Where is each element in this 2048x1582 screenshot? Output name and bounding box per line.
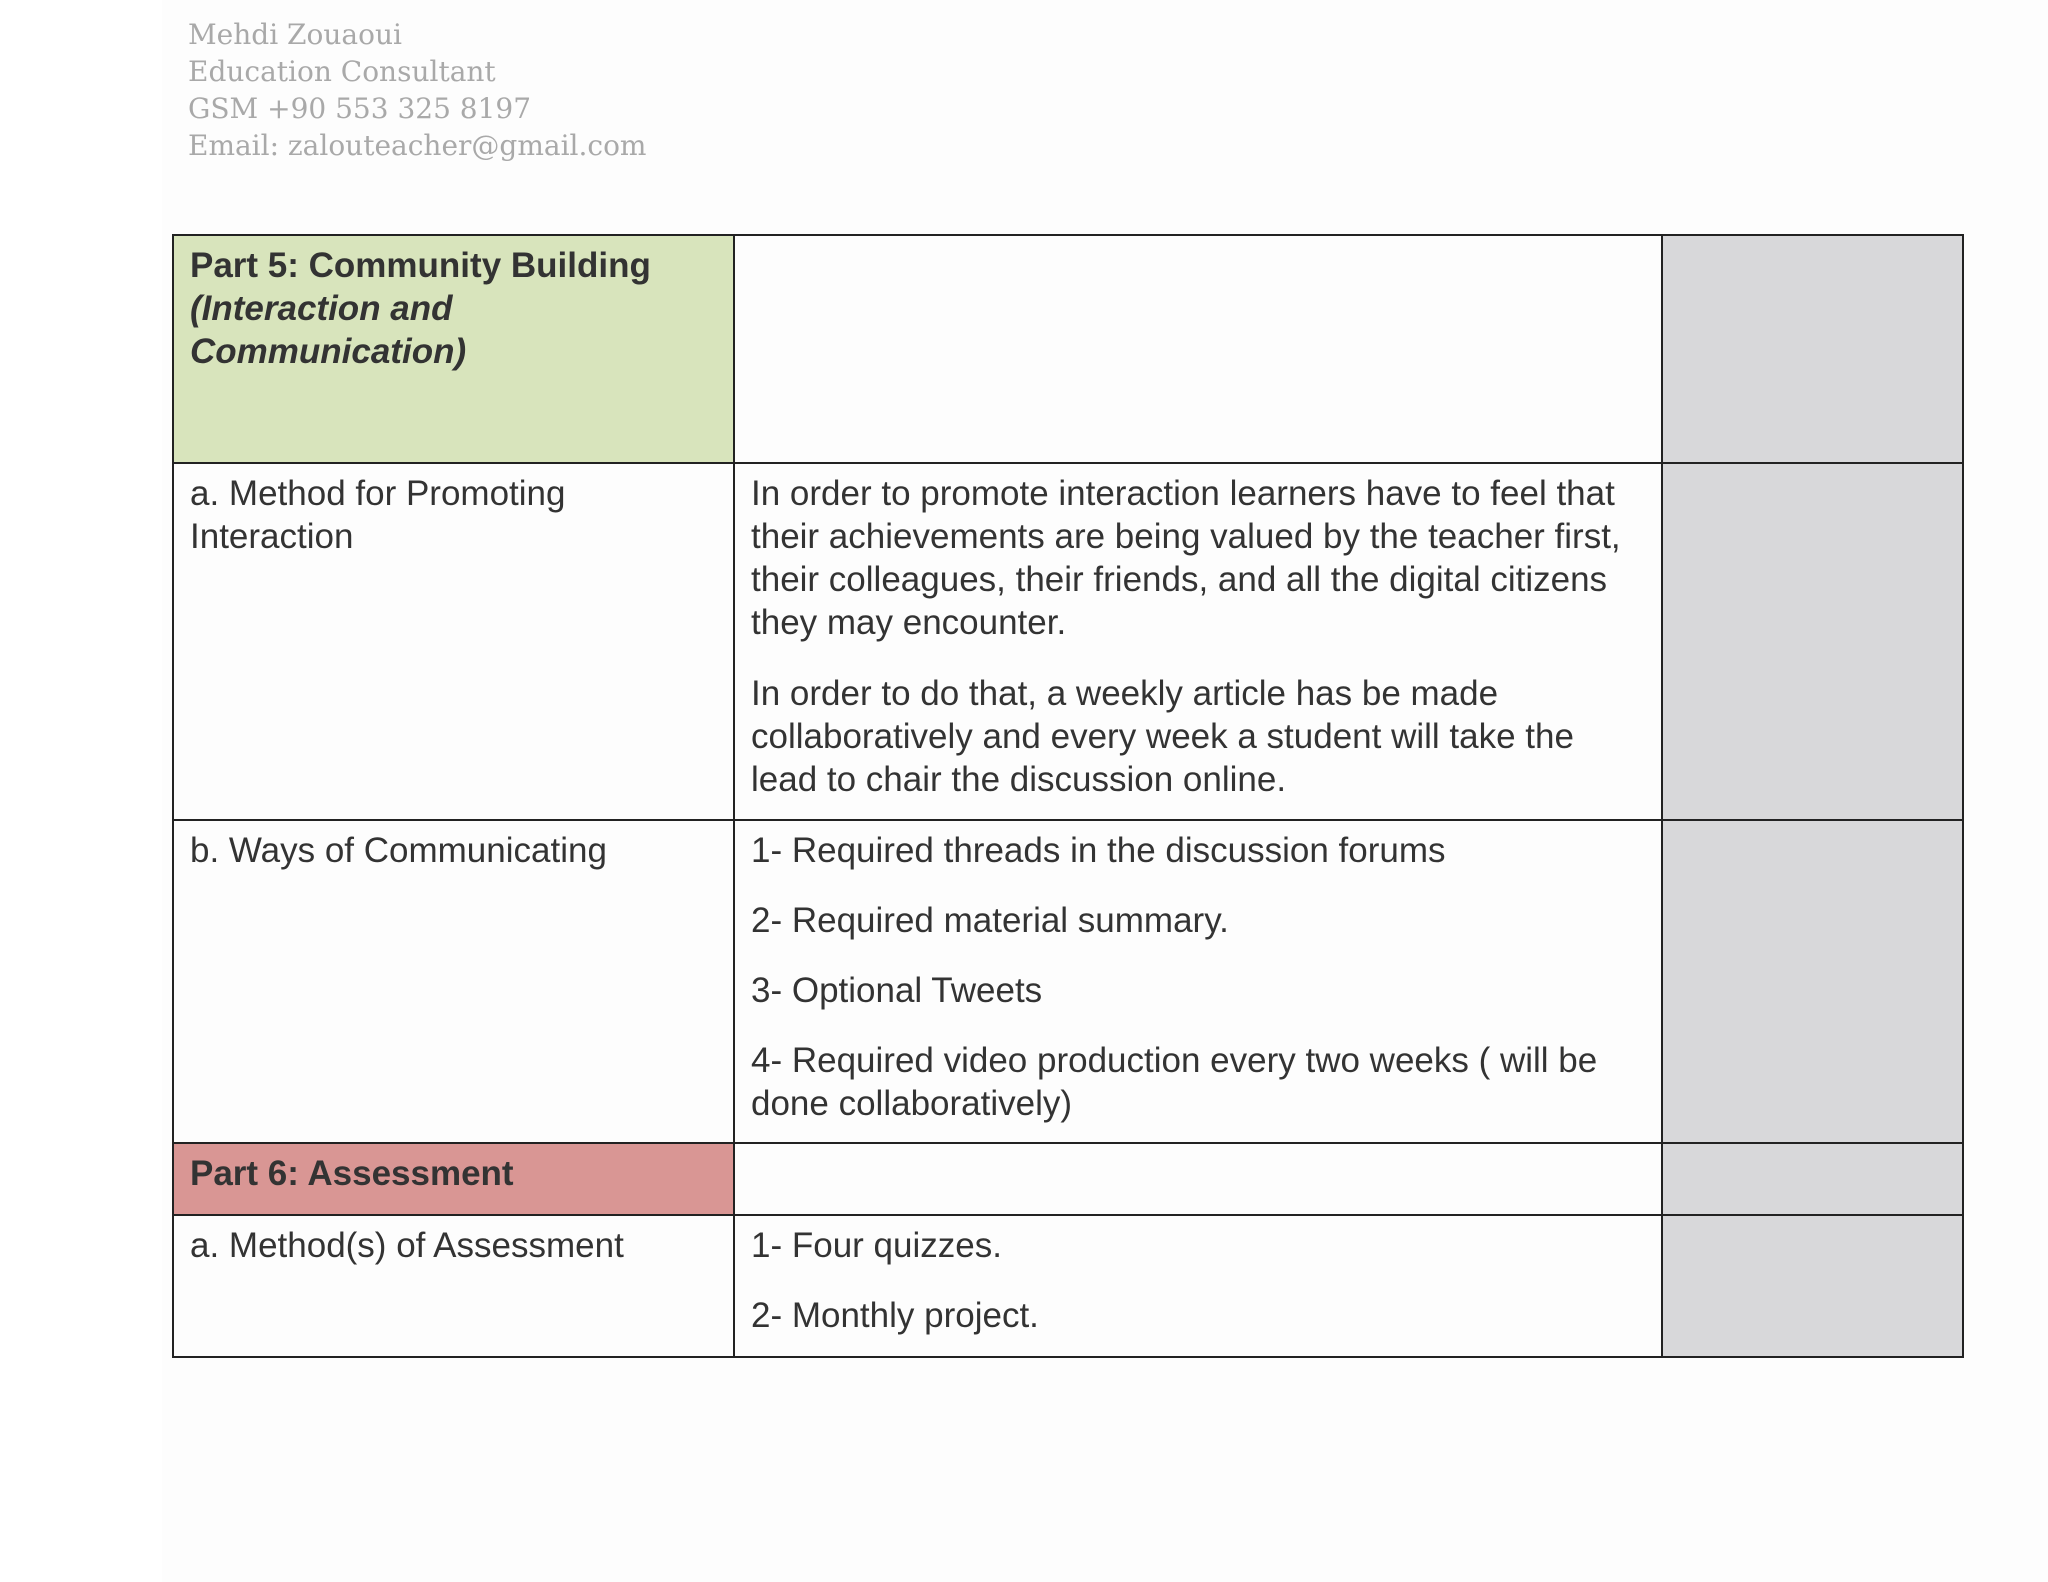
communicating-item: 2- Required material summary. <box>751 901 1229 940</box>
part5-subheading: (Interaction and Communication) <box>190 289 467 371</box>
communicating-label-cell <box>173 820 734 1143</box>
part6-header-content-cell <box>734 1143 1662 1215</box>
interaction-row <box>173 463 1963 820</box>
interaction-paragraph: In order to do that, a weekly article has be made collaboratively and every week a student will take the lead to chair the discussion online. <box>751 674 1574 799</box>
assessment-notes-cell <box>1662 1215 1963 1357</box>
communicating-row <box>173 820 1963 1143</box>
communicating-label: b. Ways of Communicating <box>190 831 607 870</box>
assessment-item: 1- Four quizzes. <box>751 1226 1002 1265</box>
communicating-item: 3- Optional Tweets <box>751 971 1043 1010</box>
consultant-email: Email: zalouteacher@gmail.com <box>188 129 647 162</box>
course-plan-table <box>172 234 1964 1358</box>
assessment-label: a. Method(s) of Assessment <box>190 1226 624 1265</box>
part5-header-content-cell <box>734 235 1662 463</box>
part5-header-notes-cell <box>1662 235 1963 463</box>
assessment-label-cell <box>173 1215 734 1357</box>
assessment-item: 2- Monthly project. <box>751 1296 1039 1335</box>
interaction-label: a. Method for Promoting Interaction <box>190 474 566 556</box>
communicating-item: 4- Required video production every two weeks ( will be done collaboratively) <box>751 1041 1598 1123</box>
assessment-content-cell <box>734 1215 1662 1357</box>
consultant-name: Mehdi Zouaoui <box>188 18 402 51</box>
assessment-row <box>173 1215 1963 1357</box>
interaction-notes-cell <box>1662 463 1963 820</box>
part5-heading: Part 5: Community Building <box>190 246 651 285</box>
consultant-phone: GSM +90 553 325 8197 <box>188 92 532 125</box>
part6-header-cell <box>173 1143 734 1215</box>
interaction-paragraph: In order to promote interaction learners have to feel that their achievements are being valued by the teacher first, their colleagues, their friends, and all the digital citizens they may encounter. <box>751 474 1621 642</box>
communicating-content-cell <box>734 820 1662 1143</box>
interaction-label-cell <box>173 463 734 820</box>
part6-heading: Part 6: Assessment <box>190 1154 514 1193</box>
part5-header-row <box>173 235 1963 463</box>
part5-header-cell <box>173 235 734 463</box>
consultant-title: Education Consultant <box>188 55 496 88</box>
communicating-notes-cell <box>1662 820 1963 1143</box>
communicating-item: 1- Required threads in the discussion forums <box>751 831 1446 870</box>
interaction-content-cell <box>734 463 1662 820</box>
letterhead <box>188 16 646 164</box>
part6-header-notes-cell <box>1662 1143 1963 1215</box>
part6-header-row <box>173 1143 1963 1215</box>
